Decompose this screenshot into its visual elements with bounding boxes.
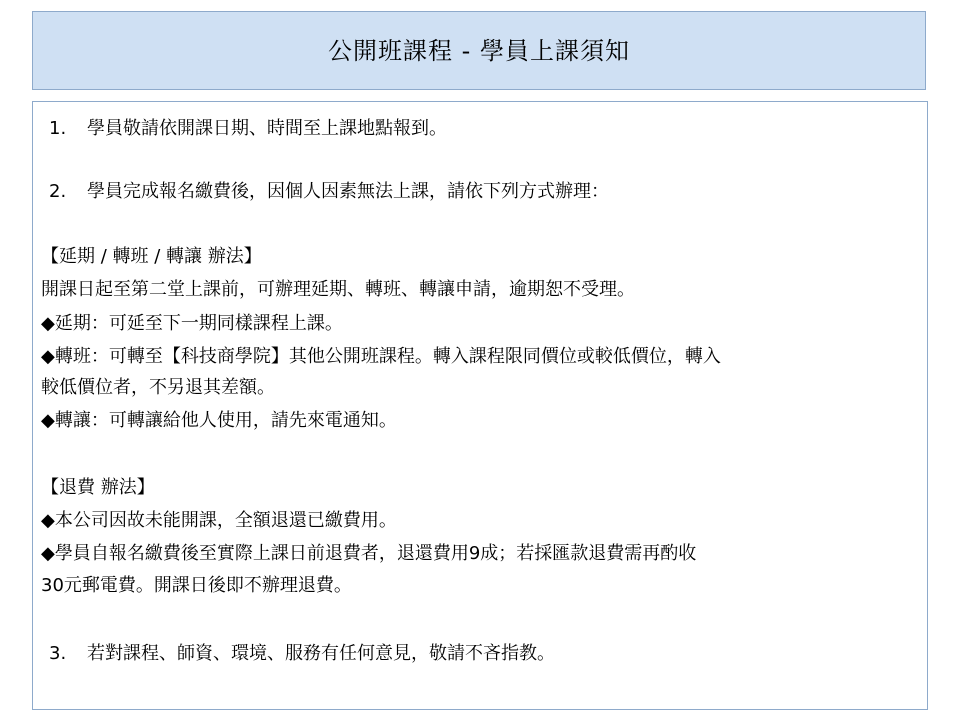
page-title: 公開班課程 - 學員上課須知 — [328, 36, 630, 65]
notice-item-1 — [41, 117, 919, 141]
notice-item-3 — [41, 642, 919, 666]
section-heading-transfer: 【延期 / 轉班 / 轉讓 辦法】 — [41, 246, 262, 267]
bullet-full-refund: ◆本公司因故未能開課，全額退還已繳費用。 — [41, 510, 397, 531]
item-number: 3. — [49, 643, 67, 664]
item-text: 學員敬請依開課日期、時間至上課地點報到。 — [87, 118, 447, 139]
bullet-change-class-continued: 較低價位者，不另退其差額。 — [41, 377, 275, 398]
item-text: 學員完成報名繳費後，因個人因素無法上課，請依下列方式辦理： — [87, 181, 609, 202]
item-text: 若對課程、師資、環境、服務有任何意見，敬請不吝指教。 — [87, 643, 555, 664]
title-banner — [32, 11, 926, 90]
bullet-change-class: ◆轉班：可轉至【科技商學院】其他公開班課程。轉入課程限同價位或較低價位，轉入 — [41, 346, 721, 367]
bullet-partial-refund-continued: 30元郵電費。開課日後即不辦理退費。 — [41, 575, 352, 596]
section-intro: 開課日起至第二堂上課前，可辦理延期、轉班、轉讓申請，逾期恕不受理。 — [41, 279, 635, 300]
bullet-postpone: ◆延期：可延至下一期同樣課程上課。 — [41, 313, 343, 334]
notice-item-2 — [41, 180, 919, 204]
notice-content — [32, 101, 928, 710]
item-number: 1. — [49, 118, 67, 139]
bullet-transfer: ◆轉讓：可轉讓給他人使用，請先來電通知。 — [41, 410, 397, 431]
section-heading-refund: 【退費 辦法】 — [41, 477, 155, 498]
bullet-partial-refund: ◆學員自報名繳費後至實際上課日前退費者，退還費用9成；若採匯款退費需再酌收 — [41, 543, 697, 564]
item-number: 2. — [49, 181, 67, 202]
